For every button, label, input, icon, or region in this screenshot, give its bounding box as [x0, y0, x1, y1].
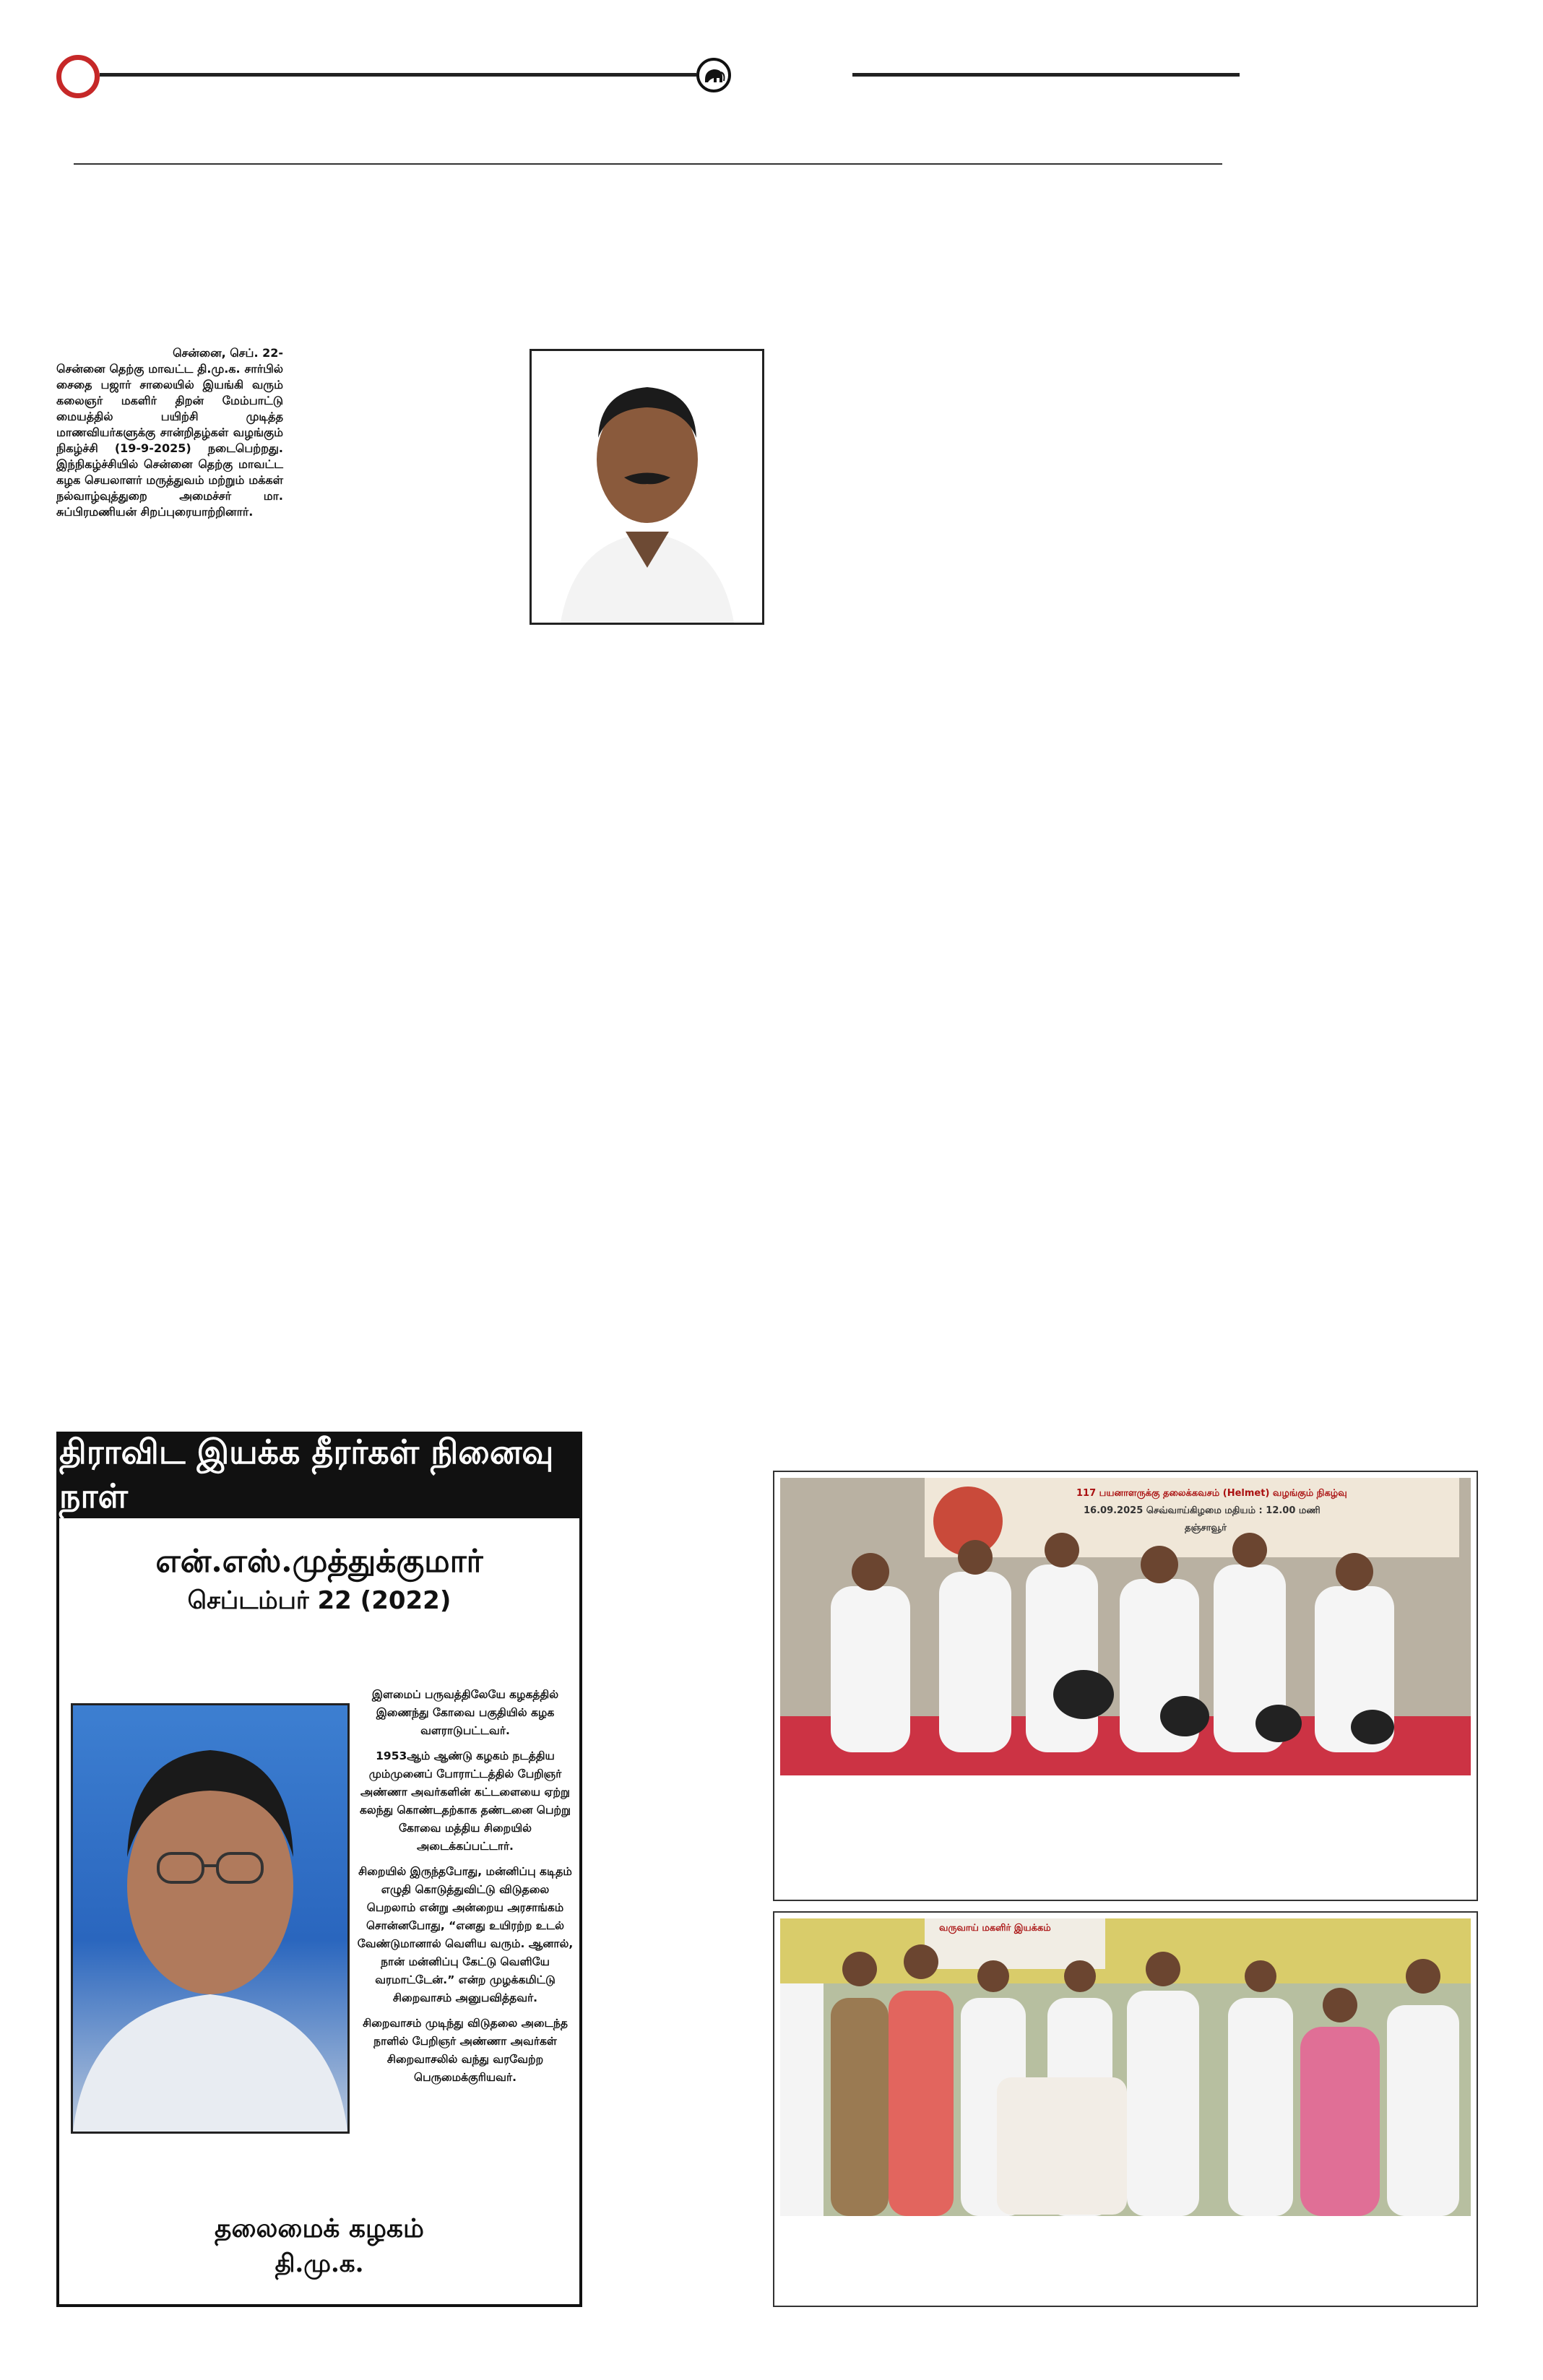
- photo1-banner-place: தஞ்சாவூர்: [1185, 1523, 1227, 1533]
- elephant-logo-icon: [699, 61, 728, 90]
- elder-portrait-photo: [73, 1705, 347, 2132]
- memorial-box: [56, 1432, 582, 2307]
- welfare-event-photo: [780, 1918, 1471, 2216]
- masthead-red-circle: [56, 55, 100, 98]
- photo1-banner-time: 16.09.2025 செவ்வாய்கிழமை மதியம் : 12.00 மணி: [1084, 1505, 1321, 1516]
- memorial-footer-party: தி.மு.க.: [275, 2249, 364, 2278]
- memorial-para: சிறையில் இருந்தபோது, மன்னிப்பு கடிதம் எழுதி கொடுத்துவிட்டு விடுதலை பெறலாம் என்று அன்றைய அரசாங்கம் சொன்னபோது, “எனது உயிரற்ற உடல் வேண்டுமானால் வெளிய வரும். ஆனால், நான் மன்னிப்பு கேட்டு வெளியே வரமாட்டேன்.” என்ற முழக்கமிட்டு சிறைவாசம் அனுபவித்தவர்.: [357, 1865, 574, 2004]
- party-logo-icon: [696, 58, 731, 92]
- memorial-text: [357, 1686, 574, 2094]
- memorial-date: செப்டம்பர் 22 (2022): [187, 1586, 451, 1615]
- welfare-event-scene: [780, 1918, 1471, 2216]
- news-article: [56, 345, 283, 520]
- memorial-footer-org: தலைமைக் கழகம்: [215, 2213, 424, 2243]
- helmet-event-photo: [780, 1478, 1471, 1775]
- event-photo-box-1: [773, 1471, 1478, 1901]
- article-dateline: சென்னை, செப். 22-: [173, 346, 283, 360]
- memorial-header: திராவிட இயக்க தீரர்கள் நினைவு நாள்: [59, 1435, 579, 1518]
- portrait-photo: [532, 351, 762, 623]
- memorial-para: 1953ஆம் ஆண்டு கழகம் நடத்திய மும்முனைப் போராட்டத்தில் பேறிஞர் அண்ணா அவர்களின் கட்டளையை ஏற்று கலந்து கொண்டதற்காக தண்டனை பெற்று கோவை மத்திய சிறையில் அடைக்கப்பட்டார்.: [359, 1749, 571, 1853]
- minister-portrait: [530, 349, 764, 625]
- memorial-para: இளமைப் பருவத்திலேயே கழகத்தில் இணைந்து கோவை பகுதியில் கழக வளராடுபட்டவர்.: [371, 1688, 559, 1737]
- photo1-banner: 117 பயனாளருக்கு தலைக்கவசம் (Helmet) வழங்கும் நிகழ்வு: [1076, 1488, 1347, 1499]
- memorial-portrait: [71, 1703, 350, 2134]
- article-body: சென்னை தெற்கு மாவட்ட தி.மு.க. சார்பில் சைதை பஜார் சாலையில் இயங்கி வரும் கலைஞர் மகளிர் திறன் மேம்பாட்டு மையத்தில் பயிற்சி முடித்த மாணவியர்களுக்கு சான்றிதழ்கள் வழங்கும் நிகழ்ச்சி (19-9-2025) நடைபெற்றது. இந்நிகழ்ச்சியில் சென்னை தெற்கு மாவட்ட கழக செயலாளர் மருத்துவம் மற்றும் மக்கள் நல்வாழ்வுத்துறை அமைச்சர் மா. சுப்பிரமணியன் சிறப்புரையாற்றினார்.: [56, 362, 283, 519]
- section-rule: [74, 163, 1222, 165]
- memorial-para: சிறைவாசம் முடிந்து விடுதலை அடைந்த நாளில் பேறிஞர் அண்ணா அவர்கள் சிறைவாசலில் வந்து வரவேற்ற பெருமைக்குரியவர்.: [363, 2017, 568, 2084]
- photo2-banner: வருவாய் மகளிர் இயக்கம்: [939, 1923, 1051, 1934]
- masthead-rule-left: [100, 73, 696, 77]
- masthead-rule-right: [852, 73, 1240, 77]
- helmet-event-scene: [780, 1478, 1471, 1775]
- event-photo-box-2: [773, 1911, 1478, 2307]
- memorial-name: என்.எஸ்.முத்துக்குமார்: [155, 1543, 483, 1580]
